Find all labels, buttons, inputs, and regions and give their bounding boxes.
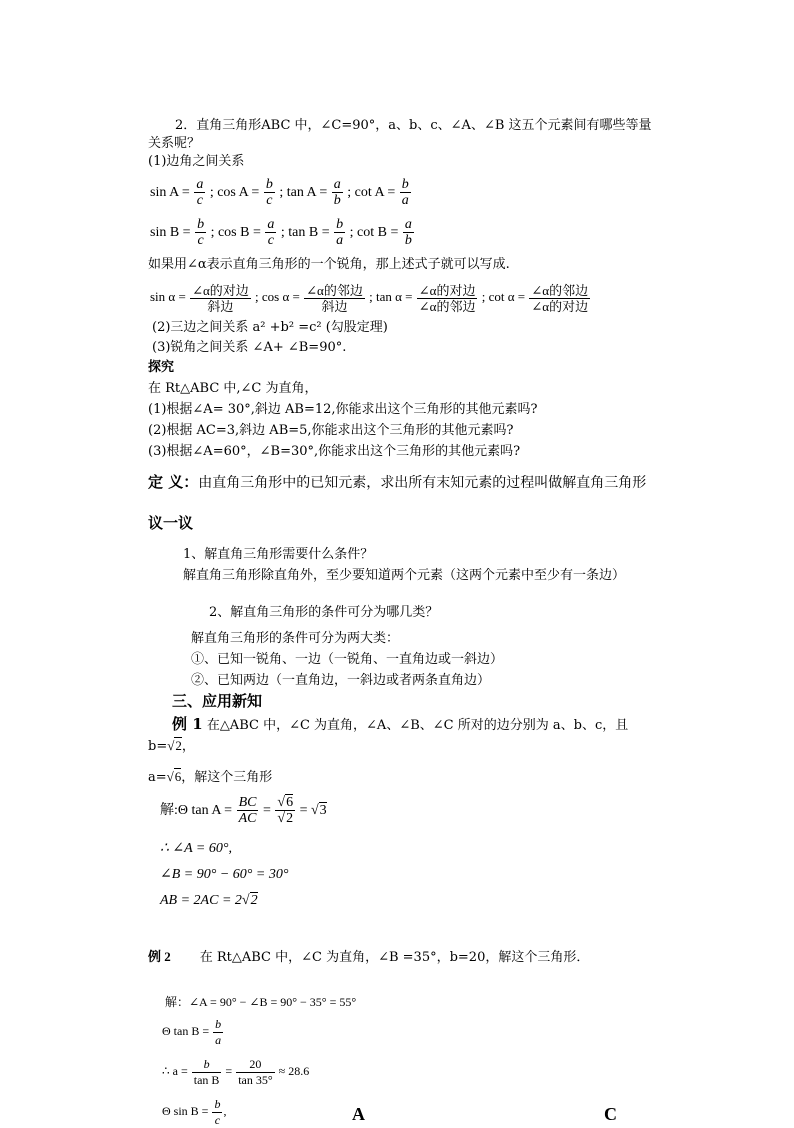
example1-line: 例 1 在△ABC 中，∠C 为直角，∠A、∠B、∠C 所对的边分别为 a、b、c，且	[172, 715, 629, 733]
discuss-q2: 2、解直角三角形的条件可分为哪几类？	[209, 605, 439, 620]
explore-q3: (3)根据∠A=60°，∠B=30°,你能求出这个三角形的其他元素吗?	[148, 444, 521, 459]
example2-line: 例 2 在 Rt△ABC 中，∠C 为直角，∠B =35°，b=20，解这个三角形．	[148, 949, 590, 965]
q2-title-line2: 关系呢？	[148, 136, 201, 151]
apply-heading: 三、应用新知	[172, 692, 263, 710]
alpha-intro: 如果用∠α表示直角三角形的一个锐角，那上述式子就可以写成.	[148, 257, 510, 272]
solution2-line2: Θ tan B = $\frac{b}{a}$	[162, 1016, 222, 1047]
formula-row-alpha: sin α = $\frac{\text{∠α的对边}}{\text{斜边}}$ ; cos α = $\frac{\text{∠α的邻边}}{\text{斜边}}$ ; tan α = $\frac{\text{∠α的对边}}{\text{∠α的邻边}}$ ; cot α = $\frac{\text{∠α的邻边}}{\text{∠α的对边}}$	[150, 282, 589, 314]
explore-q2: (2)根据 AC=3,斜边 AB=5,你能求出这个三角形的其他元素吗?	[148, 423, 514, 438]
discuss-a2: 解直角三角形的条件可分为两大类：	[191, 631, 400, 646]
example1-b: b=√2，	[148, 738, 195, 754]
solution1-line1: 解:Θ tan A = $\frac{BC}{AC}$ = $\frac{√6}{√2}$ = √3	[160, 795, 327, 827]
solution1-line3: ∠B = 90° − 60° = 30°	[160, 867, 289, 882]
solution2-line4: Θ sin B = $\frac{b}{c}$ ,	[162, 1096, 227, 1127]
formula-row-A: sin A = $\frac{a}{c}$ ; cos A = $\frac{b}{c}$ ; tan A = $\frac{a}{b}$ ; cot A = $\frac{b}{a}$	[150, 177, 409, 209]
explore-intro: 在 Rt△ABC 中,∠C 为直角，	[148, 381, 318, 396]
explore-q1: (1)根据∠A= 30°,斜边 AB=12,你能求出这个三角形的其他元素吗?	[148, 402, 538, 417]
q2-title-line1: 2．直角三角形ABC 中，∠C=90°，a、b、c、∠A、∠B 这五个元素间有哪些等量	[175, 118, 652, 133]
discuss-q1: 1、解直角三角形需要什么条件？	[183, 547, 374, 562]
solution1-line2: ∴ ∠A = 60°,	[160, 841, 232, 856]
solution2-line1: 解：∠A = 90° − ∠B = 90° − 35° = 55°	[165, 995, 357, 1009]
q2-item3: (3)锐角之间关系 ∠A+ ∠B=90°.	[152, 340, 347, 355]
formula-row-B: sin B = $\frac{b}{c}$ ; cos B = $\frac{a}{c}$ ; tan B = $\frac{b}{a}$ ; cot B = $\frac{a}{b}$	[150, 217, 412, 249]
solution2-line3: ∴ a = $\frac{b}{\text{tan B}}$ = $\frac{20}{\tan 35^\circ}$ ≈ 28.6	[162, 1056, 310, 1087]
q2-item2: (2)三边之间关系 a² +b² =c² (勾股定理)	[152, 320, 388, 335]
explore-heading: 探究	[148, 360, 175, 375]
definition: 定 义：由直角三角形中的已知元素，求出所有末知元素的过程叫做解直角三角形	[148, 473, 647, 491]
discuss-a1: 解直角三角形除直角外，至少要知道两个元素（这两个元素中至少有一条边）	[183, 568, 626, 583]
solution1-line4: AB = 2AC = 2√2	[160, 893, 258, 908]
triangle-vertex-label-C: C	[604, 1104, 617, 1124]
example1-a: a=√6，解这个三角形	[148, 769, 273, 785]
q2-item1: (1)边角之间关系	[148, 154, 245, 169]
triangle-vertex-label-A: A	[352, 1104, 365, 1124]
discuss-heading: 议一议	[148, 514, 194, 532]
discuss-a2-2: ②、已知两边（一直角边，一斜边或者两条直角边）	[191, 673, 491, 688]
discuss-a2-1: ①、已知一锐角、一边（一锐角、一直角边或一斜边）	[191, 652, 504, 667]
